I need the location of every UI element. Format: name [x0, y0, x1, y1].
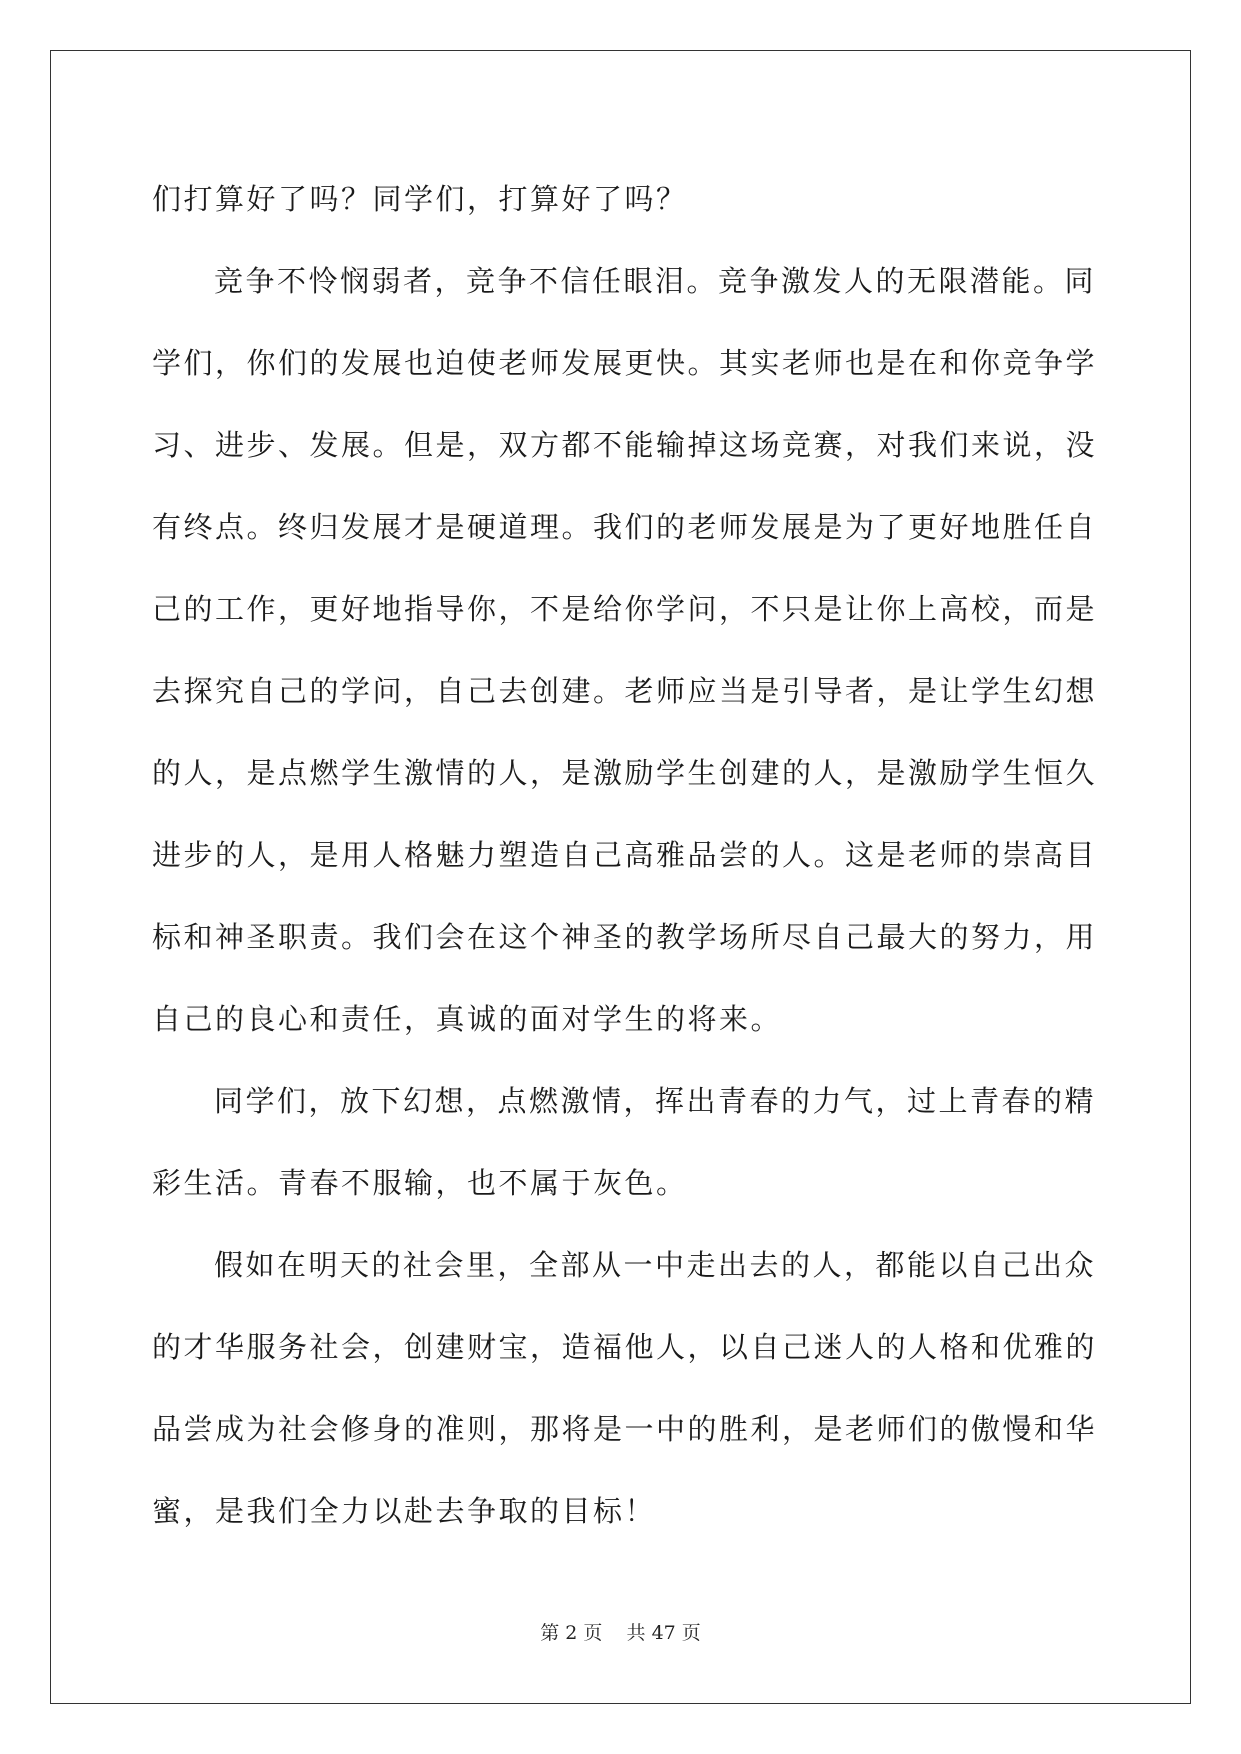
document-body: [152, 158, 1098, 1552]
text-line: 去探究自己的学问，自己去创建。老师应当是引导者，是让学生幻想: [152, 674, 1098, 708]
text-line: 竞争不怜悯弱者，竞争不信任眼泪。竞争激发人的无限潜能。同: [214, 264, 1097, 298]
paragraph-2: [152, 240, 1098, 1060]
text-line: 自己的良心和责任，真诚的面对学生的将来。: [152, 1002, 783, 1036]
text-line: 们打算好了吗？同学们，打算好了吗？: [152, 182, 688, 216]
text-line: 蜜，是我们全力以赴去争取的目标！: [152, 1494, 657, 1528]
text-line: 品尝成为社会修身的准则，那将是一中的胜利，是老师们的傲慢和华: [152, 1412, 1098, 1446]
paragraph-1: [152, 158, 1092, 240]
page-total: 共 47 页: [626, 1622, 701, 1644]
text-line: 习、进步、发展。但是，双方都不能输掉这场竞赛，对我们来说，没: [152, 428, 1098, 462]
text-line: 进步的人，是用人格魅力塑造自己高雅品尝的人。这是老师的崇高目: [152, 838, 1098, 872]
text-line: 同学们，放下幻想，点燃激情，挥出青春的力气，过上青春的精: [214, 1084, 1097, 1118]
text-line: 假如在明天的社会里，全部从一中走出去的人，都能以自己出众: [214, 1248, 1097, 1282]
page-footer: [0, 1618, 1241, 1645]
text-line: 标和神圣职责。我们会在这个神圣的教学场所尽自己最大的努力，用: [152, 920, 1098, 954]
paragraph-4: [152, 1224, 1098, 1552]
page-number: 第 2 页: [540, 1622, 603, 1644]
text-line: 的人，是点燃学生激情的人，是激励学生创建的人，是激励学生恒久: [152, 756, 1098, 790]
paragraph-3: [152, 1060, 1097, 1224]
text-line: 的才华服务社会，创建财宝，造福他人，以自己迷人的人格和优雅的: [152, 1330, 1098, 1364]
text-line: 彩生活。青春不服输，也不属于灰色。: [152, 1166, 688, 1200]
text-line: 学们，你们的发展也迫使老师发展更快。其实老师也是在和你竞争学: [152, 346, 1098, 380]
text-line: 己的工作，更好地指导你，不是给你学问，不只是让你上高校，而是: [152, 592, 1098, 626]
text-line: 有终点。终归发展才是硬道理。我们的老师发展是为了更好地胜任自: [152, 510, 1098, 544]
